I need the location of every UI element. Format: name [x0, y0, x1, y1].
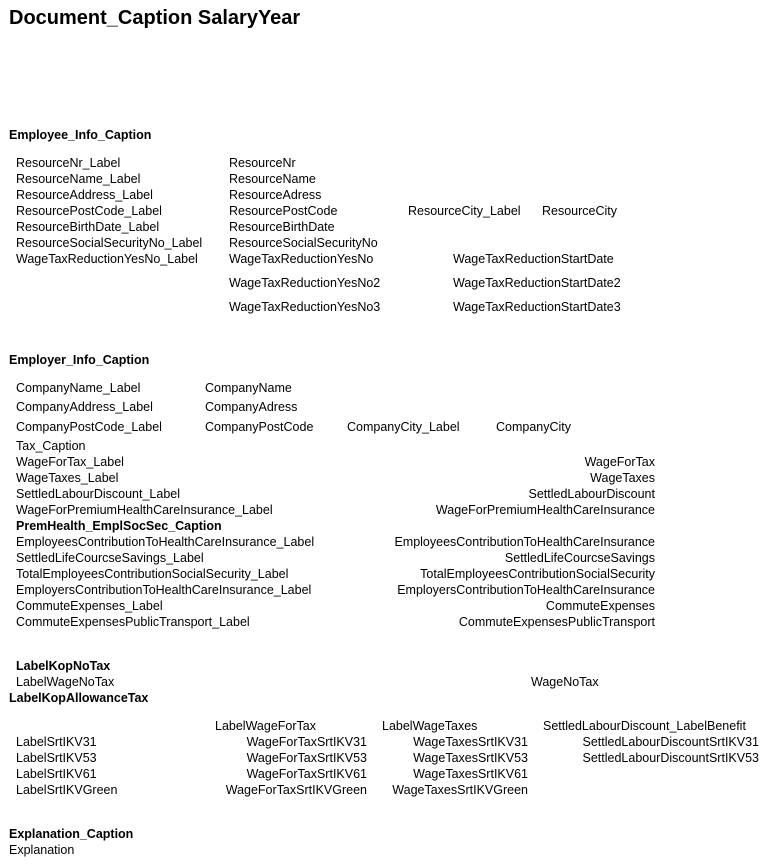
document-title: Document_Caption SalaryYear: [9, 7, 301, 29]
allowance-row-wage-for-tax: WageForTaxSrtIKV61: [246, 767, 367, 781]
wage-tax-reduction-value-1: WageTaxReductionYesNo: [229, 252, 374, 266]
company-address-value: CompanyAdress: [205, 400, 298, 414]
resource-city-label: ResourceCity_Label: [408, 204, 521, 218]
employee-info-caption: Employee_Info_Caption: [9, 128, 152, 142]
allowance-header-wage-taxes: LabelWageTaxes: [382, 719, 478, 733]
allowance-row-label: LabelSrtIKV53: [16, 751, 97, 765]
allowance-row-label: LabelSrtIKV61: [16, 767, 97, 781]
tax-row-label: WageForPremiumHealthCareInsurance_Label: [16, 503, 273, 517]
prem-health-row-label: TotalEmployeesContributionSocialSecurity_Label: [16, 567, 289, 581]
allowance-row-wage-taxes: WageTaxesSrtIKV53: [413, 751, 528, 765]
tax-row-label: SettledLabourDiscount_Label: [16, 487, 181, 501]
prem-health-row-label: EmployersContributionToHealthCareInsurance_Label: [16, 583, 312, 597]
allowance-row-labour-discount: SettledLabourDiscountSrtIKV53: [582, 751, 759, 765]
resource-postcode-label: ResourcePostCode_Label: [16, 204, 162, 218]
explanation-caption: Explanation_Caption: [9, 827, 134, 841]
wage-no-tax-value: WageNoTax: [531, 675, 599, 689]
company-postcode-label: CompanyPostCode_Label: [16, 420, 162, 434]
kop-allowance-tax-caption: LabelKopAllowanceTax: [9, 691, 149, 705]
resource-ssn-value: ResourceSocialSecurityNo: [229, 236, 378, 250]
prem-health-row-label: CommuteExpenses_Label: [16, 599, 163, 613]
explanation-text: Explanation: [9, 843, 75, 857]
prem-health-row-label: SettledLifeCourcseSavings_Label: [16, 551, 204, 565]
tax-row-value: WageForTax: [584, 455, 655, 469]
resource-birthdate-label: ResourceBirthDate_Label: [16, 220, 160, 234]
wage-tax-start-date-3: WageTaxReductionStartDate3: [453, 300, 621, 314]
resource-city-value: ResourceCity: [542, 204, 618, 218]
resource-nr-label: ResourceNr_Label: [16, 156, 121, 170]
allowance-header-wage-for-tax: LabelWageForTax: [215, 719, 316, 733]
allowance-row-wage-taxes: WageTaxesSrtIKV31: [413, 735, 528, 749]
kop-no-tax-caption: LabelKopNoTax: [16, 659, 111, 673]
wage-tax-reduction-value-3: WageTaxReductionYesNo3: [229, 300, 381, 314]
allowance-row-wage-taxes: WageTaxesSrtIKV61: [413, 767, 528, 781]
prem-health-row-value: SettledLifeCourcseSavings: [504, 551, 655, 565]
prem-health-row-value: EmployersContributionToHealthCareInsurance: [397, 583, 655, 597]
allowance-row-label: LabelSrtIKVGreen: [16, 783, 118, 797]
resource-ssn-label: ResourceSocialSecurityNo_Label: [16, 236, 203, 250]
tax-row-value: WageTaxes: [590, 471, 655, 485]
allowance-header-labour-discount: SettledLabourDiscount_LabelBenefit: [543, 719, 746, 733]
company-address-label: CompanyAddress_Label: [16, 400, 153, 414]
wage-tax-reduction-value-2: WageTaxReductionYesNo2: [229, 276, 381, 290]
tax-row-label: WageTaxes_Label: [16, 471, 119, 485]
tax-row-value: SettledLabourDiscount: [528, 487, 655, 501]
allowance-row-wage-taxes: WageTaxesSrtIKVGreen: [392, 783, 528, 797]
tax-row-value: WageForPremiumHealthCareInsurance: [435, 503, 655, 517]
allowance-row-wage-for-tax: WageForTaxSrtIKVGreen: [225, 783, 367, 797]
company-postcode-value: CompanyPostCode: [205, 420, 314, 434]
resource-birthdate-value: ResourceBirthDate: [229, 220, 335, 234]
resource-name-label: ResourceName_Label: [16, 172, 141, 186]
resource-address-value: ResourceAdress: [229, 188, 322, 202]
allowance-row-wage-for-tax: WageForTaxSrtIKV53: [246, 751, 367, 765]
company-name-label: CompanyName_Label: [16, 381, 141, 395]
prem-health-row-label: CommuteExpensesPublicTransport_Label: [16, 615, 250, 629]
company-city-label: CompanyCity_Label: [347, 420, 460, 434]
wage-tax-reduction-label: WageTaxReductionYesNo_Label: [16, 252, 198, 266]
wage-no-tax-label: LabelWageNoTax: [16, 675, 115, 689]
resource-postcode-value: ResourcePostCode: [229, 204, 338, 218]
allowance-row-label: LabelSrtIKV31: [16, 735, 97, 749]
tax-caption: Tax_Caption: [16, 439, 86, 453]
prem-health-caption: PremHealth_EmplSocSec_Caption: [16, 519, 222, 533]
prem-health-row-value: TotalEmployeesContributionSocialSecurity: [420, 567, 655, 581]
resource-nr-value: ResourceNr: [229, 156, 296, 170]
wage-tax-start-date-2: WageTaxReductionStartDate2: [453, 276, 621, 290]
allowance-row-wage-for-tax: WageForTaxSrtIKV31: [246, 735, 367, 749]
resource-address-label: ResourceAddress_Label: [16, 188, 153, 202]
company-city-value: CompanyCity: [496, 420, 572, 434]
prem-health-row-label: EmployeesContributionToHealthCareInsurance_Label: [16, 535, 315, 549]
prem-health-row-value: CommuteExpenses: [545, 599, 655, 613]
resource-name-value: ResourceName: [229, 172, 316, 186]
prem-health-row-value: EmployeesContributionToHealthCareInsurance: [394, 535, 655, 549]
employer-info-caption: Employer_Info_Caption: [9, 353, 150, 367]
allowance-row-labour-discount: SettledLabourDiscountSrtIKV31: [582, 735, 759, 749]
prem-health-row-value: CommuteExpensesPublicTransport: [458, 615, 655, 629]
company-name-value: CompanyName: [205, 381, 292, 395]
tax-row-label: WageForTax_Label: [16, 455, 124, 469]
wage-tax-start-date-1: WageTaxReductionStartDate: [453, 252, 614, 266]
